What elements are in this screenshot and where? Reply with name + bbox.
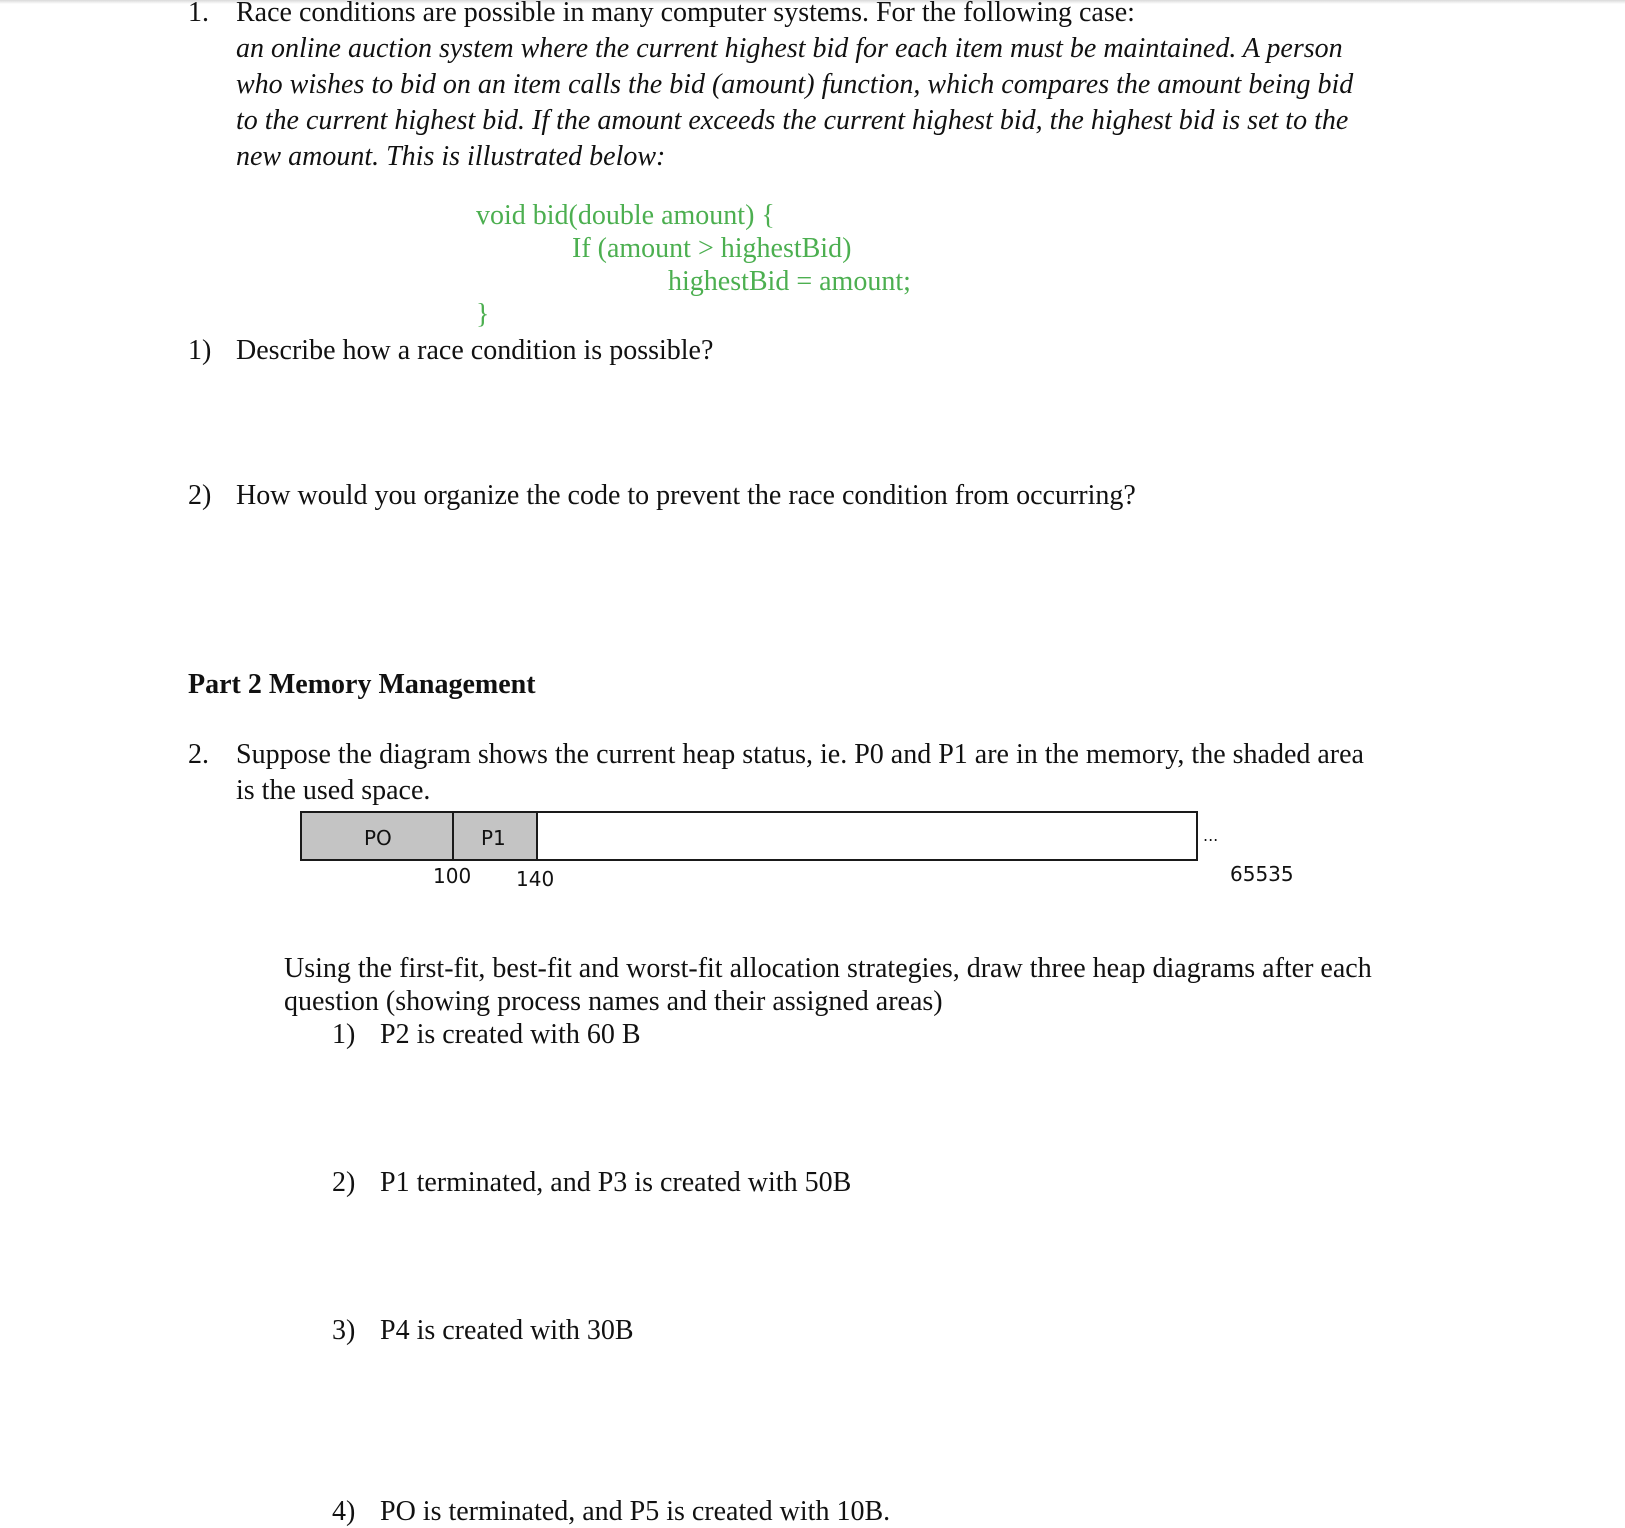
address-label: 65535 bbox=[1230, 862, 1294, 886]
step-number: 1) bbox=[332, 1019, 356, 1050]
subquestion-number: 1) bbox=[188, 335, 212, 366]
code-line: highestBid = amount; bbox=[668, 266, 911, 297]
scenario-line: an online auction system where the current highest bid for each item must be maintained. A person bbox=[236, 33, 1343, 64]
step-number: 3) bbox=[332, 1315, 356, 1346]
scenario-line: to the current highest bid. If the amount exceeds the current highest bid, the highest bid is set to the bbox=[236, 105, 1349, 136]
step-3 bbox=[332, 1315, 634, 1347]
question-2-intro: is the used space. bbox=[236, 775, 431, 806]
p0-label: PO bbox=[364, 826, 392, 850]
address-label: 140 bbox=[516, 867, 555, 891]
instructions-line: Using the first-fit, best-fit and worst-fit allocation strategies, draw three heap diagrams after each bbox=[284, 953, 1372, 984]
step-4 bbox=[332, 1496, 890, 1528]
question-1-intro: Race conditions are possible in many computer systems. For the following case: bbox=[236, 0, 1135, 28]
question-1-number: 1. bbox=[188, 0, 209, 28]
step-1 bbox=[332, 1019, 641, 1051]
subquestion-text: Describe how a race condition is possible? bbox=[236, 335, 714, 366]
step-text: P4 is created with 30B bbox=[380, 1315, 634, 1346]
scenario-line: who wishes to bid on an item calls the bid (amount) function, which compares the amount being bid bbox=[236, 69, 1354, 100]
step-text: PO is terminated, and P5 is created with 10B. bbox=[380, 1496, 891, 1527]
code-line: } bbox=[476, 299, 490, 330]
scenario-line: new amount. This is illustrated below: bbox=[236, 141, 666, 172]
subquestion-1 bbox=[188, 335, 713, 367]
code-line: void bid(double amount) { bbox=[476, 200, 775, 231]
step-number: 2) bbox=[332, 1167, 356, 1198]
heap-free-space bbox=[520, 811, 1198, 861]
part-2-heading: Part 2 Memory Management bbox=[188, 669, 536, 700]
question-2-intro: Suppose the diagram shows the current heap status, ie. P0 and P1 are in the memory, the shaded area bbox=[236, 739, 1364, 770]
subquestion-text: How would you organize the code to prevent the race condition from occurring? bbox=[236, 480, 1136, 511]
p1-label: P1 bbox=[481, 826, 506, 850]
heap-ellipsis: ... bbox=[1203, 826, 1219, 845]
subquestion-2 bbox=[188, 480, 1136, 512]
code-line: If (amount > highestBid) bbox=[572, 233, 852, 264]
subquestion-number: 2) bbox=[188, 480, 212, 511]
question-2-number: 2. bbox=[188, 739, 209, 770]
instructions-line: question (showing process names and their assigned areas) bbox=[284, 986, 943, 1017]
address-label: 100 bbox=[433, 864, 472, 888]
step-2 bbox=[332, 1167, 851, 1199]
step-number: 4) bbox=[332, 1496, 356, 1527]
step-text: P1 terminated, and P3 is created with 50B bbox=[380, 1167, 852, 1198]
step-text: P2 is created with 60 B bbox=[380, 1019, 641, 1050]
